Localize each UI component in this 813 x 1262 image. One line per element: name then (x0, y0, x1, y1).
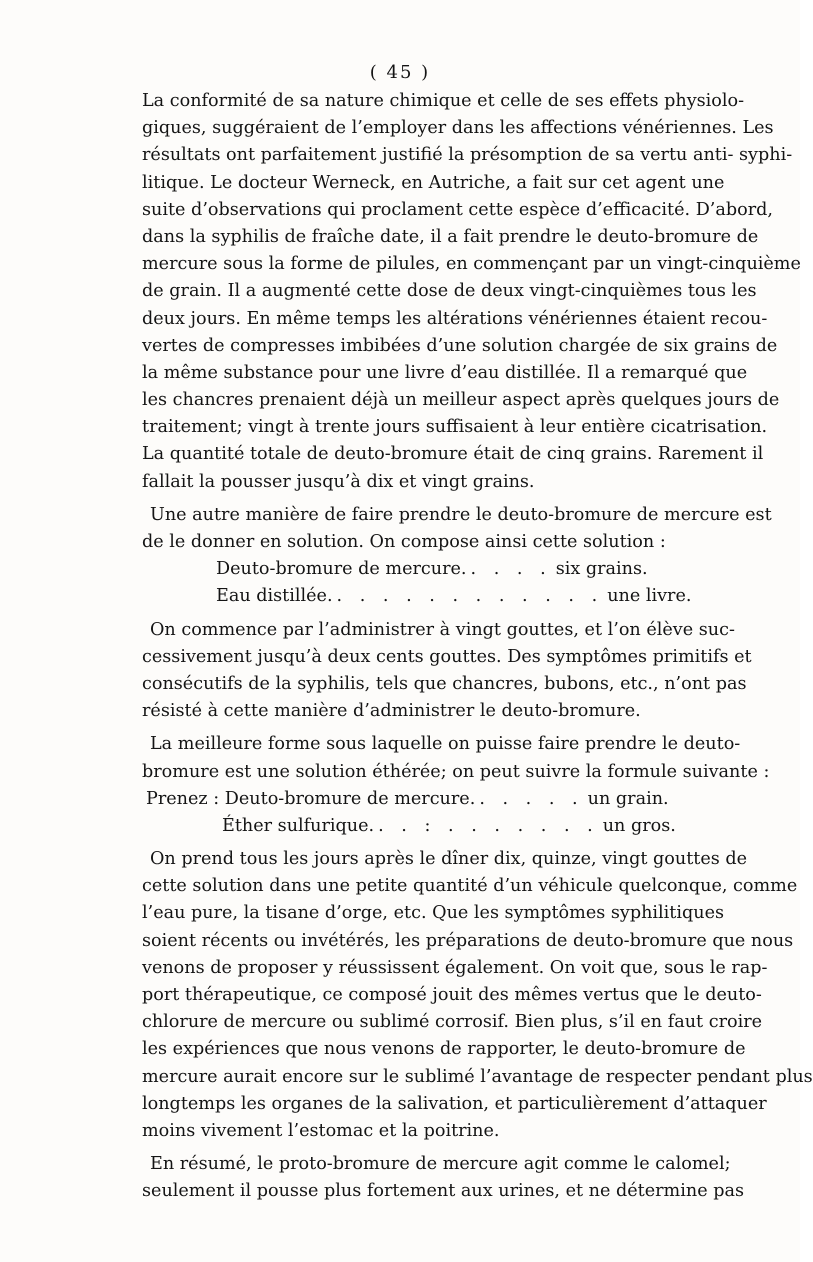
text-line: de grain. Il a augmenté cette dose de deux vingt-cinquièmes tous les (142, 281, 757, 302)
paragraph-resume (142, 1151, 744, 1205)
text-line: fallait la pousser jusqu’à dix et vingt grains. (142, 471, 535, 492)
text-line: résisté à cette manière d’administrer le deuto-bromure. (142, 701, 641, 722)
text-line: les expériences que nous venons de rapporter, le deuto-bromure de (142, 1039, 746, 1060)
text-line: de le donner en solution. On compose ainsi cette solution : (142, 532, 666, 552)
text-line: mercure sous la forme de pilules, en commençant par un vingt-cinquième (142, 254, 801, 275)
text-line: seulement il pousse plus fortement aux urines, et ne détermine pas (142, 1181, 744, 1202)
text-line: cette solution dans une petite quantité d’un véhicule quelconque, comme (142, 876, 798, 897)
text-line: suite d’observations qui proclament cette espèce d’efficacité. D’abord, (142, 199, 774, 220)
text-line: traitement; vingt à trente jours suffisaient à leur entière cicatrisation. (142, 417, 768, 438)
body-text (142, 88, 813, 1206)
formula-quantity: un gros. (602, 815, 676, 836)
leader-dots: . . : . . . . . . . (378, 815, 599, 836)
formula-quantity: six grains. (555, 559, 648, 580)
text-line: résultats ont parfaitement justifié la présomption de sa vertu anti- syphi- (142, 145, 793, 166)
text-line: les chancres prenaient déjà un meilleur aspect après quelques jours de (142, 390, 780, 411)
formula-item (142, 813, 676, 840)
paragraph-werneck (142, 88, 801, 496)
text-line: soient récents ou invétérés, les préparations de deuto-bromure que nous (142, 930, 794, 951)
page-number: ( 45 ) (369, 62, 431, 83)
text-line: litique. Le docteur Werneck, en Autriche, a fait sur cet agent une (142, 172, 725, 193)
text-line: l’eau pure, la tisane d’orge, etc. Que les symptômes syphilitiques (142, 903, 725, 924)
text-line: giques, suggéraient de l’employer dans les affections vénériennes. Les (142, 118, 774, 139)
text-line: En résumé, le proto-bromure de mercure agit comme le calomel; (150, 1154, 731, 1175)
formula-ingredient: Éther sulfurique. (222, 815, 375, 836)
text-line: On commence par l’administrer à vingt gouttes, et l’on élève suc- (150, 619, 735, 640)
formula-ingredient: Deuto-bromure de mercure. (216, 559, 467, 580)
leader-dots: . . . . . . . . . . . . (336, 586, 604, 607)
paragraph-gouttes (142, 617, 752, 726)
text-line: deux jours. En même temps les altérations vénériennes étaient recou- (142, 308, 768, 329)
paragraph-solution (142, 502, 772, 556)
formula-ingredient: Prenez : Deuto-bromure de mercure. (146, 788, 476, 809)
text-line: cessivement jusqu’à deux cents gouttes. Des symptômes primitifs et (142, 646, 752, 667)
text-line: chlorure de mercure ou sublimé corrosif. Bien plus, s’il en faut croire (142, 1012, 763, 1033)
formula-etheree (142, 786, 680, 840)
text-line: mercure aurait encore sur le sublimé l’avantage de respecter pendant plus (142, 1066, 813, 1087)
text-line: vertes de compresses imbibées d’une solution chargée de six grains de (142, 335, 778, 356)
text-line: On prend tous les jours après le dîner dix, quinze, vingt gouttes de (150, 849, 748, 870)
text-line: La quantité totale de deuto-bromure était de cinq grains. Rarement il (142, 444, 764, 465)
leader-dots: . . . . (470, 559, 552, 580)
formula-item (142, 583, 692, 610)
formula-item (142, 556, 648, 583)
formula-ingredient: Eau distillée. (216, 586, 333, 607)
paragraph-posologie (142, 846, 813, 1145)
text-line: La conformité de sa nature chimique et celle de ses effets physiolo- (142, 91, 745, 111)
text-line: La meilleure forme sous laquelle on puisse faire prendre le deuto- (150, 734, 741, 755)
formula-quantity: une livre. (607, 586, 692, 607)
text-line: venons de proposer y réussissent également. On voit que, sous le rap- (142, 957, 768, 978)
text-line: longtemps les organes de la salivation, et particulièrement d’attaquer (142, 1093, 767, 1114)
leader-dots: . . . . . (479, 788, 584, 809)
formula-solution (142, 556, 692, 610)
text-line: dans la syphilis de fraîche date, il a fait prendre le deuto-bromure de (142, 226, 759, 247)
text-line: bromure est une solution éthérée; on peut suivre la formule suivante : (142, 761, 770, 782)
formula-item (142, 786, 669, 813)
paragraph-etheree (142, 731, 770, 785)
text-line: Une autre manière de faire prendre le deuto-bromure de mercure est (150, 504, 772, 525)
text-line: port thérapeutique, ce composé jouit des mêmes vertus que le deuto- (142, 985, 762, 1005)
text-line: consécutifs de la syphilis, tels que chancres, bubons, etc., n’ont pas (142, 673, 747, 694)
text-line: moins vivement l’estomac et la poitrine. (142, 1120, 500, 1141)
text-line: la même substance pour une livre d’eau distillée. Il a remarqué que (142, 362, 748, 383)
formula-quantity: un grain. (587, 788, 669, 809)
